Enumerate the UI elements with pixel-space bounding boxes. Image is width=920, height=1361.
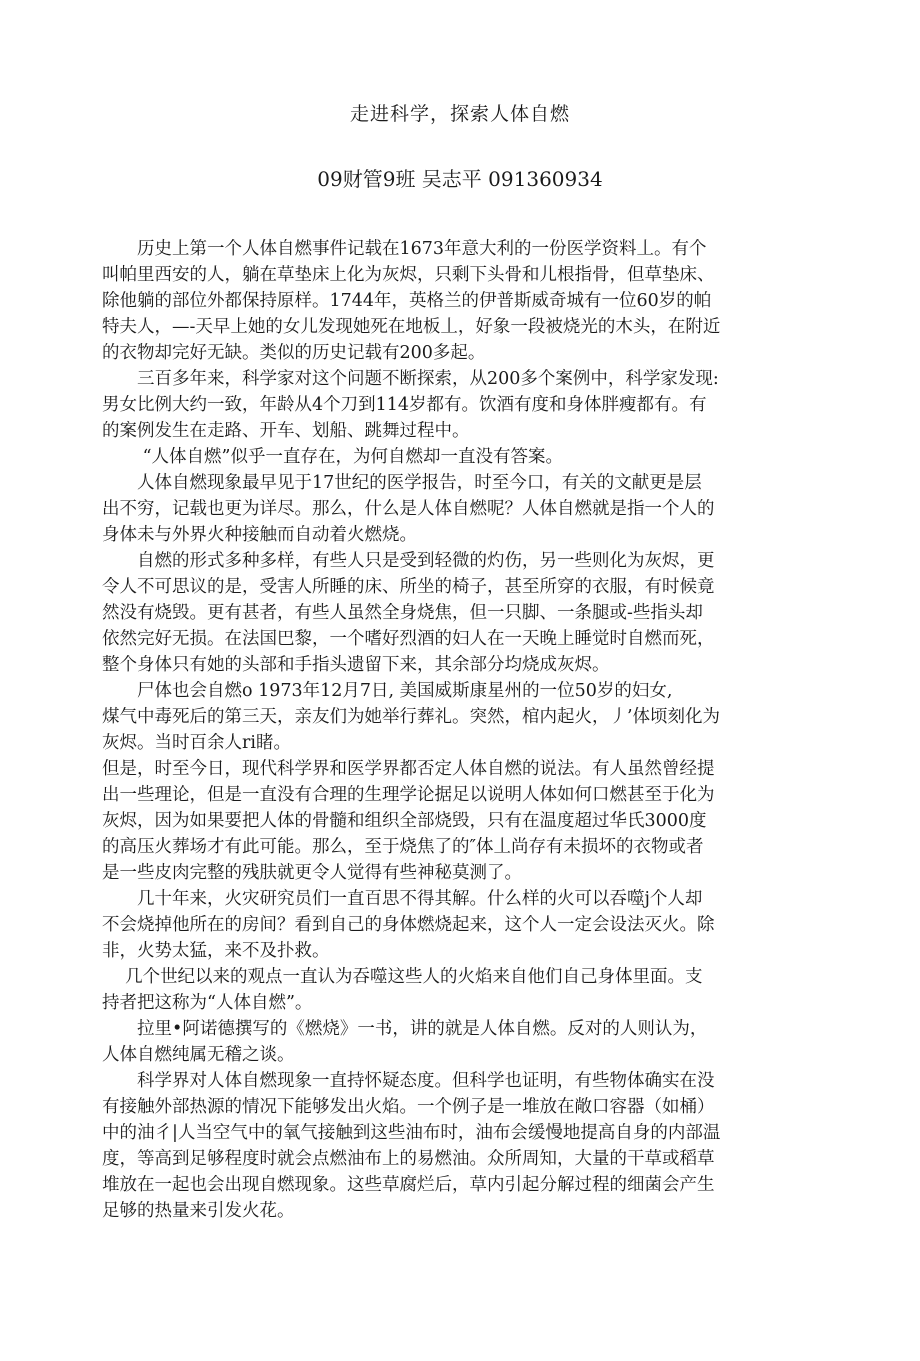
- text-line: 拉里•阿诺德撰写的《燃烧》一书，讲的就是人体自燃。反对的人则认为，: [102, 1019, 708, 1039]
- text-line: 出一些理论，但是一直没有合理的生理学论据足以说明人体如何口燃甚至于化为: [102, 785, 715, 805]
- text-line: 不会烧掉他所在的房间？看到自己的身体燃烧起来，这个人一定会设法灭火。除: [102, 915, 715, 935]
- text-line: 足够的热量来引发火花。: [102, 1201, 295, 1221]
- text-line: 人体自燃现象最早见于17世纪的医学报告，时至今口，有关的文献更是层: [102, 473, 702, 493]
- text-line: 持者把这称为“人体自燃”。: [102, 993, 313, 1013]
- text-line: 历史上第一个人体自燃事件记载在1673年意大利的一份医学资料丄。有个: [102, 239, 707, 259]
- text-line: 灰烬。当时百余人ri睹。: [102, 733, 291, 753]
- text-line: 非，火势太猛，来不及扑救。: [102, 941, 330, 961]
- text-line: 尸体也会自燃o 1973年12月7日, 美国威斯康星州的一位50岁的妇女,: [102, 681, 673, 701]
- text-line: 是一些皮肉完整的残肤就更令人觉得有些神秘莫测了。: [102, 863, 522, 883]
- text-line: 男女比例大约一致，年龄从4个刀到114岁都有。饮酒有度和身体胖瘦都有。有: [102, 395, 707, 415]
- author-line: 09财管9班 吴志平 091360934: [317, 167, 603, 191]
- text-line: 几十年来，火灾研究员们一直百思不得其解。什么样的火可以吞噬j个人却: [102, 889, 703, 909]
- text-line: 有接触外部热源的情况下能够发出火焰。一个例子是一堆放在敞口容器（如桶）: [102, 1097, 715, 1117]
- text-line: 煤气中毒死后的第三天，亲友们为她举行葬礼。突然，棺内起火，丿’体顷刻化为: [102, 707, 721, 727]
- text-line: 自燃的形式多种多样，有些人只是受到轻微的灼伤，另一些则化为灰烬，更: [102, 551, 715, 571]
- text-line: 叫帕里西安的人，躺在草垫床上化为灰烬，只剩下头骨和儿根指骨，但草垫床、: [102, 265, 715, 285]
- text-line: 科学界对人体自燃现象一直持怀疑态度。但科学也证明，有些物体确实在没: [102, 1071, 715, 1091]
- text-line: 除他躺的部位外都保持原样。1744年，英格兰的伊普斯威奇城有一位60岁的帕: [102, 291, 712, 311]
- text-line: 依然完好无损。在法国巴黎，一个嗜好烈酒的妇人在一天晚上睡觉时自燃而死，: [102, 629, 715, 649]
- text-line: “人体自燃”似乎一直存在，为何自燃却一直没有答案。: [102, 447, 563, 467]
- text-line: 但是，时至今日，现代科学界和医学界都否定人体自燃的说法。有人虽然曾经提: [102, 759, 715, 779]
- text-line: 灰烬，因为如果要把人体的骨髓和组织全部烧毁，只有在温度超过华氏3000度: [102, 811, 707, 831]
- text-line: 然没有烧毁。更有甚者，有些人虽然全身烧焦，但一只脚、一条腿或-些指头却: [102, 603, 703, 623]
- text-line: 特夫人，—-天早上她的女儿发现她死在地板丄，好象一段被烧光的木头，在附近: [102, 317, 721, 337]
- text-line: 三百多年来，科学家对这个问题不断探索，从200多个案例中，科学家发现:: [102, 369, 719, 389]
- text-line: 令人不可思议的是，受害人所睡的床、所坐的椅子，甚至所穿的衣服，有时候竟: [102, 577, 715, 597]
- text-line: 度，等高到足够程度时就会点燃油布上的易燃油。众所周知，大量的干草或稻草: [102, 1149, 715, 1169]
- text-line: 出不穷，记载也更为详尽。那么，什么是人体自燃呢？人体自燃就是指一个人的: [102, 499, 715, 519]
- text-line: 的高压火葬场才有此可能。那么，至于烧焦了的″体丄尚存有未损坏的衣物或者: [102, 837, 704, 857]
- text-line: 堆放在一起也会出现自燃现象。这些草腐烂后，草内引起分解过程的细菌会产生: [102, 1175, 715, 1195]
- text-line: 的衣物却完好无缺。类似的历史记载有200多起。: [102, 343, 486, 363]
- text-line: 身体未与外界火种接触而自动着火燃烧。: [102, 525, 417, 545]
- document-body: [102, 236, 806, 1224]
- text-line: 的案例发生在走路、开车、划船、跳舞过程中。: [102, 421, 470, 441]
- text-line: 中的油彳|人当空气中的氧气接触到这些油布时，油布会缓慢地提高自身的内部温: [102, 1123, 721, 1143]
- text-line: 人体自燃纯属无稽之谈。: [102, 1045, 295, 1065]
- text-line: 几个世纪以来的观点一直认为吞噬这些人的火焰来自他们自己身体里面。支: [102, 967, 703, 987]
- text-line: 整个身体只有她的头部和手指头遗留下来，其余部分均烧成灰烬。: [102, 655, 610, 675]
- document-title: 走进科学，探索人体自燃: [349, 103, 570, 125]
